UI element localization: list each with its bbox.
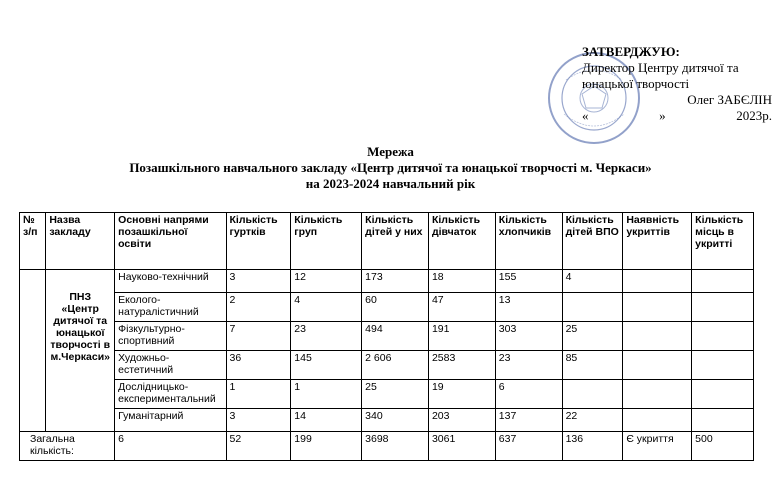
shelter-cell xyxy=(623,322,692,351)
boys-cell: 137 xyxy=(495,409,562,432)
girls-cell: 19 xyxy=(428,380,495,409)
girls-cell: 47 xyxy=(428,293,495,322)
clubs-cell: 3 xyxy=(226,270,291,293)
total-idp: 637 xyxy=(495,432,562,461)
girls-cell: 191 xyxy=(428,322,495,351)
children-cell: 494 xyxy=(362,322,429,351)
title-line2: Позашкільного навчального закладу «Центр дитячої та юнацької творчості м. Черкаси» xyxy=(129,160,652,175)
total-groups: 52 xyxy=(226,432,291,461)
idp-cell: 25 xyxy=(562,322,623,351)
total-shelter: 136 xyxy=(562,432,623,461)
institution-name: ПНЗ «Центр дитячої та юнацької творчості в м.Черкаси» xyxy=(50,291,111,363)
table-row xyxy=(20,380,754,409)
places-cell xyxy=(692,293,754,322)
approval-position-line2: юнацької творчості xyxy=(582,76,690,91)
girls-cell: 203 xyxy=(428,409,495,432)
clubs-cell: 1 xyxy=(226,380,291,409)
header-idp: Кількість дітей ВПО xyxy=(562,213,623,270)
header-institution: Назва закладу xyxy=(46,213,115,270)
boys-cell: 13 xyxy=(495,293,562,322)
header-number: № з/п xyxy=(20,213,46,270)
idp-cell xyxy=(562,380,623,409)
total-extra: 500 xyxy=(692,432,754,461)
header-groups: Кількість груп xyxy=(291,213,362,270)
children-cell: 2 606 xyxy=(362,351,429,380)
groups-cell: 1 xyxy=(291,380,362,409)
idp-cell xyxy=(562,293,623,322)
places-cell xyxy=(692,322,754,351)
header-shelter: Наявність укриттів xyxy=(623,213,692,270)
header-direction: Основні напрями позашкільної освіти xyxy=(115,213,226,270)
header-children: Кількість дітей у них xyxy=(362,213,429,270)
direction-cell: Еколого-натуралістичний xyxy=(115,293,226,322)
direction-cell: Дослідницько-експериментальний xyxy=(115,380,226,409)
boys-cell: 6 xyxy=(495,380,562,409)
direction-cell: Фізкультурно-спортивний xyxy=(115,322,226,351)
clubs-cell: 3 xyxy=(226,409,291,432)
groups-cell: 23 xyxy=(291,322,362,351)
header-clubs: Кількість гуртків xyxy=(226,213,291,270)
approval-date xyxy=(582,108,772,124)
date-close-quote: » xyxy=(659,108,666,123)
clubs-cell: 2 xyxy=(226,293,291,322)
table-row xyxy=(20,351,754,380)
shelter-cell xyxy=(623,270,692,293)
table-row xyxy=(20,270,754,293)
girls-cell: 2583 xyxy=(428,351,495,380)
number-cell xyxy=(20,270,46,432)
children-cell: 340 xyxy=(362,409,429,432)
boys-cell: 23 xyxy=(495,351,562,380)
idp-cell: 22 xyxy=(562,409,623,432)
boys-cell: 155 xyxy=(495,270,562,293)
approval-year: 2023р. xyxy=(736,108,772,123)
direction-cell: Науково-технічний xyxy=(115,270,226,293)
network-table xyxy=(19,212,754,461)
girls-cell: 18 xyxy=(428,270,495,293)
places-cell xyxy=(692,409,754,432)
date-open-quote: « xyxy=(582,108,589,123)
approval-position-line1: Директор Центру дитячої та xyxy=(582,60,739,75)
title-line1: Мережа xyxy=(367,144,414,159)
table-row xyxy=(20,409,754,432)
table-row xyxy=(20,293,754,322)
table-row xyxy=(20,322,754,351)
table-header-row xyxy=(20,213,754,270)
total-places: Є укриття xyxy=(623,432,692,461)
groups-cell: 145 xyxy=(291,351,362,380)
total-clubs: 6 xyxy=(115,432,226,461)
direction-cell: Художньо-естетичний xyxy=(115,351,226,380)
total-girls: 3698 xyxy=(362,432,429,461)
direction-cell: Гуманітарний xyxy=(115,409,226,432)
institution-cell xyxy=(46,270,115,432)
places-cell xyxy=(692,270,754,293)
header-shelter-places: Кількість місць в укритті xyxy=(692,213,754,270)
shelter-cell xyxy=(623,380,692,409)
groups-cell: 12 xyxy=(291,270,362,293)
idp-cell: 85 xyxy=(562,351,623,380)
approval-heading: ЗАТВЕРДЖУЮ: xyxy=(582,44,680,59)
total-row xyxy=(20,432,754,461)
boys-cell: 303 xyxy=(495,322,562,351)
total-boys: 3061 xyxy=(428,432,495,461)
title-line3: на 2023-2024 навчальний рік xyxy=(305,176,476,191)
children-cell: 173 xyxy=(362,270,429,293)
document-title xyxy=(0,144,781,192)
children-cell: 25 xyxy=(362,380,429,409)
groups-cell: 4 xyxy=(291,293,362,322)
approval-block xyxy=(582,44,772,124)
children-cell: 60 xyxy=(362,293,429,322)
clubs-cell: 7 xyxy=(226,322,291,351)
places-cell xyxy=(692,380,754,409)
total-children: 199 xyxy=(291,432,362,461)
clubs-cell: 36 xyxy=(226,351,291,380)
groups-cell: 14 xyxy=(291,409,362,432)
shelter-cell xyxy=(623,351,692,380)
approval-signatory: Олег ЗАБЄЛІН xyxy=(687,92,772,107)
shelter-cell xyxy=(623,409,692,432)
header-boys: Кількість хлопчиків xyxy=(495,213,562,270)
idp-cell: 4 xyxy=(562,270,623,293)
shelter-cell xyxy=(623,293,692,322)
places-cell xyxy=(692,351,754,380)
total-label: Загальна кількість: xyxy=(20,432,115,461)
header-girls: Кількість дівчаток xyxy=(428,213,495,270)
